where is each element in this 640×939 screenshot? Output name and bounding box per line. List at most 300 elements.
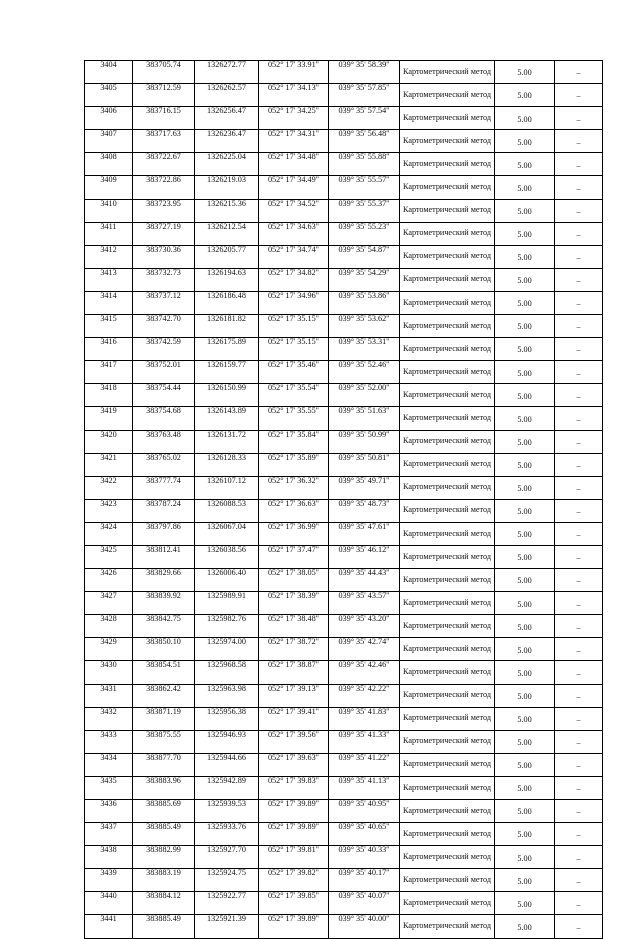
table-row bbox=[85, 453, 603, 476]
coordinates-table-container bbox=[84, 60, 602, 939]
method-cell: Картометрический метод bbox=[400, 915, 495, 938]
x-coordinate-cell: 383742.59 bbox=[133, 338, 195, 361]
x-coordinate-cell: 383716.15 bbox=[133, 107, 195, 130]
table-row bbox=[85, 361, 603, 384]
method-cell: Картометрический метод bbox=[400, 176, 495, 199]
description-cell: – bbox=[555, 569, 603, 592]
latitude-cell: 052° 17' 39.81" bbox=[259, 846, 329, 869]
longitude-cell: 039° 35' 48.73" bbox=[329, 499, 400, 522]
table-row bbox=[85, 199, 603, 222]
y-coordinate-cell: 1325968.58 bbox=[195, 661, 259, 684]
description-cell: – bbox=[555, 707, 603, 730]
method-cell: Картометрический метод bbox=[400, 61, 495, 84]
latitude-cell: 052° 17' 33.91" bbox=[259, 61, 329, 84]
point-number-cell: 3432 bbox=[85, 707, 133, 730]
method-cell: Картометрический метод bbox=[400, 592, 495, 615]
y-coordinate-cell: 1326088.53 bbox=[195, 499, 259, 522]
accuracy-cell: 5.00 bbox=[495, 476, 555, 499]
description-cell: – bbox=[555, 499, 603, 522]
latitude-cell: 052° 17' 39.89" bbox=[259, 800, 329, 823]
accuracy-cell: 5.00 bbox=[495, 545, 555, 568]
method-cell: Картометрический метод bbox=[400, 245, 495, 268]
table-row bbox=[85, 268, 603, 291]
description-cell: – bbox=[555, 430, 603, 453]
x-coordinate-cell: 383752.01 bbox=[133, 361, 195, 384]
table-row bbox=[85, 776, 603, 799]
y-coordinate-cell: 1326107.12 bbox=[195, 476, 259, 499]
accuracy-cell: 5.00 bbox=[495, 776, 555, 799]
x-coordinate-cell: 383777.74 bbox=[133, 476, 195, 499]
longitude-cell: 039° 35' 57.54" bbox=[329, 107, 400, 130]
accuracy-cell: 5.00 bbox=[495, 569, 555, 592]
description-cell: – bbox=[555, 245, 603, 268]
point-number-cell: 3408 bbox=[85, 153, 133, 176]
method-cell: Картометрический метод bbox=[400, 569, 495, 592]
description-cell: – bbox=[555, 776, 603, 799]
longitude-cell: 039° 35' 49.71" bbox=[329, 476, 400, 499]
latitude-cell: 052° 17' 36.99" bbox=[259, 522, 329, 545]
description-cell: – bbox=[555, 407, 603, 430]
table-row bbox=[85, 245, 603, 268]
description-cell: – bbox=[555, 892, 603, 915]
method-cell: Картометрический метод bbox=[400, 499, 495, 522]
longitude-cell: 039° 35' 40.33" bbox=[329, 846, 400, 869]
method-cell: Картометрический метод bbox=[400, 800, 495, 823]
description-cell: – bbox=[555, 800, 603, 823]
table-row bbox=[85, 222, 603, 245]
y-coordinate-cell: 1326067.04 bbox=[195, 522, 259, 545]
longitude-cell: 039° 35' 55.88" bbox=[329, 153, 400, 176]
method-cell: Картометрический метод bbox=[400, 199, 495, 222]
point-number-cell: 3428 bbox=[85, 615, 133, 638]
method-cell: Картометрический метод bbox=[400, 661, 495, 684]
method-cell: Картометрический метод bbox=[400, 615, 495, 638]
latitude-cell: 052° 17' 35.84" bbox=[259, 430, 329, 453]
description-cell: – bbox=[555, 846, 603, 869]
table-row bbox=[85, 707, 603, 730]
latitude-cell: 052° 17' 34.48" bbox=[259, 153, 329, 176]
x-coordinate-cell: 383717.63 bbox=[133, 130, 195, 153]
point-number-cell: 3406 bbox=[85, 107, 133, 130]
accuracy-cell: 5.00 bbox=[495, 661, 555, 684]
description-cell: – bbox=[555, 476, 603, 499]
accuracy-cell: 5.00 bbox=[495, 638, 555, 661]
point-number-cell: 3429 bbox=[85, 638, 133, 661]
y-coordinate-cell: 1326128.33 bbox=[195, 453, 259, 476]
longitude-cell: 039° 35' 53.62" bbox=[329, 315, 400, 338]
y-coordinate-cell: 1326256.47 bbox=[195, 107, 259, 130]
table-row bbox=[85, 430, 603, 453]
longitude-cell: 039° 35' 41.22" bbox=[329, 753, 400, 776]
point-number-cell: 3417 bbox=[85, 361, 133, 384]
method-cell: Картометрический метод bbox=[400, 407, 495, 430]
method-cell: Картометрический метод bbox=[400, 338, 495, 361]
method-cell: Картометрический метод bbox=[400, 707, 495, 730]
accuracy-cell: 5.00 bbox=[495, 522, 555, 545]
latitude-cell: 052° 17' 34.96" bbox=[259, 291, 329, 314]
latitude-cell: 052° 17' 39.82" bbox=[259, 869, 329, 892]
point-number-cell: 3431 bbox=[85, 684, 133, 707]
table-row bbox=[85, 291, 603, 314]
latitude-cell: 052° 17' 34.63" bbox=[259, 222, 329, 245]
table-row bbox=[85, 338, 603, 361]
accuracy-cell: 5.00 bbox=[495, 823, 555, 846]
table-row bbox=[85, 61, 603, 84]
x-coordinate-cell: 383839.92 bbox=[133, 592, 195, 615]
description-cell: – bbox=[555, 291, 603, 314]
description-cell: – bbox=[555, 522, 603, 545]
description-cell: – bbox=[555, 176, 603, 199]
y-coordinate-cell: 1325921.39 bbox=[195, 915, 259, 938]
latitude-cell: 052° 17' 35.54" bbox=[259, 384, 329, 407]
x-coordinate-cell: 383842.75 bbox=[133, 615, 195, 638]
description-cell: – bbox=[555, 199, 603, 222]
latitude-cell: 052° 17' 39.63" bbox=[259, 753, 329, 776]
y-coordinate-cell: 1326205.77 bbox=[195, 245, 259, 268]
method-cell: Картометрический метод bbox=[400, 84, 495, 107]
latitude-cell: 052° 17' 34.49" bbox=[259, 176, 329, 199]
description-cell: – bbox=[555, 545, 603, 568]
description-cell: – bbox=[555, 222, 603, 245]
latitude-cell: 052° 17' 39.13" bbox=[259, 684, 329, 707]
y-coordinate-cell: 1326038.56 bbox=[195, 545, 259, 568]
table-row bbox=[85, 823, 603, 846]
x-coordinate-cell: 383705.74 bbox=[133, 61, 195, 84]
y-coordinate-cell: 1325974.00 bbox=[195, 638, 259, 661]
x-coordinate-cell: 383877.70 bbox=[133, 753, 195, 776]
latitude-cell: 052° 17' 39.89" bbox=[259, 915, 329, 938]
table-row bbox=[85, 84, 603, 107]
table-row bbox=[85, 407, 603, 430]
y-coordinate-cell: 1325956.38 bbox=[195, 707, 259, 730]
x-coordinate-cell: 383850.10 bbox=[133, 638, 195, 661]
accuracy-cell: 5.00 bbox=[495, 615, 555, 638]
y-coordinate-cell: 1326186.48 bbox=[195, 291, 259, 314]
x-coordinate-cell: 383871.19 bbox=[133, 707, 195, 730]
y-coordinate-cell: 1326212.54 bbox=[195, 222, 259, 245]
x-coordinate-cell: 383722.86 bbox=[133, 176, 195, 199]
accuracy-cell: 5.00 bbox=[495, 684, 555, 707]
point-number-cell: 3421 bbox=[85, 453, 133, 476]
description-cell: – bbox=[555, 130, 603, 153]
longitude-cell: 039° 35' 43.57" bbox=[329, 592, 400, 615]
accuracy-cell: 5.00 bbox=[495, 176, 555, 199]
latitude-cell: 052° 17' 35.15" bbox=[259, 338, 329, 361]
y-coordinate-cell: 1325982.76 bbox=[195, 615, 259, 638]
longitude-cell: 039° 35' 41.83" bbox=[329, 707, 400, 730]
longitude-cell: 039° 35' 55.57" bbox=[329, 176, 400, 199]
latitude-cell: 052° 17' 38.87" bbox=[259, 661, 329, 684]
y-coordinate-cell: 1326225.04 bbox=[195, 153, 259, 176]
longitude-cell: 039° 35' 40.00" bbox=[329, 915, 400, 938]
point-number-cell: 3411 bbox=[85, 222, 133, 245]
accuracy-cell: 5.00 bbox=[495, 592, 555, 615]
y-coordinate-cell: 1325939.53 bbox=[195, 800, 259, 823]
description-cell: – bbox=[555, 361, 603, 384]
latitude-cell: 052° 17' 35.89" bbox=[259, 453, 329, 476]
latitude-cell: 052° 17' 35.55" bbox=[259, 407, 329, 430]
description-cell: – bbox=[555, 730, 603, 753]
x-coordinate-cell: 383882.99 bbox=[133, 846, 195, 869]
description-cell: – bbox=[555, 453, 603, 476]
longitude-cell: 039° 35' 54.29" bbox=[329, 268, 400, 291]
accuracy-cell: 5.00 bbox=[495, 338, 555, 361]
x-coordinate-cell: 383829.66 bbox=[133, 569, 195, 592]
x-coordinate-cell: 383754.68 bbox=[133, 407, 195, 430]
latitude-cell: 052° 17' 36.63" bbox=[259, 499, 329, 522]
longitude-cell: 039° 35' 50.99" bbox=[329, 430, 400, 453]
point-number-cell: 3412 bbox=[85, 245, 133, 268]
longitude-cell: 039° 35' 57.85" bbox=[329, 84, 400, 107]
point-number-cell: 3407 bbox=[85, 130, 133, 153]
description-cell: – bbox=[555, 915, 603, 938]
longitude-cell: 039° 35' 41.33" bbox=[329, 730, 400, 753]
table-row bbox=[85, 384, 603, 407]
description-cell: – bbox=[555, 638, 603, 661]
description-cell: – bbox=[555, 684, 603, 707]
method-cell: Картометрический метод bbox=[400, 753, 495, 776]
latitude-cell: 052° 17' 39.56" bbox=[259, 730, 329, 753]
point-number-cell: 3414 bbox=[85, 291, 133, 314]
latitude-cell: 052° 17' 38.05" bbox=[259, 569, 329, 592]
x-coordinate-cell: 383742.70 bbox=[133, 315, 195, 338]
x-coordinate-cell: 383732.73 bbox=[133, 268, 195, 291]
y-coordinate-cell: 1326175.89 bbox=[195, 338, 259, 361]
longitude-cell: 039° 35' 42.22" bbox=[329, 684, 400, 707]
latitude-cell: 052° 17' 35.46" bbox=[259, 361, 329, 384]
point-number-cell: 3438 bbox=[85, 846, 133, 869]
description-cell: – bbox=[555, 153, 603, 176]
longitude-cell: 039° 35' 58.39" bbox=[329, 61, 400, 84]
x-coordinate-cell: 383885.49 bbox=[133, 915, 195, 938]
accuracy-cell: 5.00 bbox=[495, 361, 555, 384]
longitude-cell: 039° 35' 47.61" bbox=[329, 522, 400, 545]
method-cell: Картометрический метод bbox=[400, 892, 495, 915]
point-number-cell: 3422 bbox=[85, 476, 133, 499]
x-coordinate-cell: 383730.36 bbox=[133, 245, 195, 268]
latitude-cell: 052° 17' 34.13" bbox=[259, 84, 329, 107]
accuracy-cell: 5.00 bbox=[495, 707, 555, 730]
accuracy-cell: 5.00 bbox=[495, 291, 555, 314]
longitude-cell: 039° 35' 43.20" bbox=[329, 615, 400, 638]
x-coordinate-cell: 383754.44 bbox=[133, 384, 195, 407]
point-number-cell: 3436 bbox=[85, 800, 133, 823]
latitude-cell: 052° 17' 39.89" bbox=[259, 823, 329, 846]
latitude-cell: 052° 17' 38.48" bbox=[259, 615, 329, 638]
accuracy-cell: 5.00 bbox=[495, 915, 555, 938]
table-row bbox=[85, 476, 603, 499]
description-cell: – bbox=[555, 869, 603, 892]
longitude-cell: 039° 35' 40.07" bbox=[329, 892, 400, 915]
x-coordinate-cell: 383763.48 bbox=[133, 430, 195, 453]
table-row bbox=[85, 592, 603, 615]
y-coordinate-cell: 1326150.99 bbox=[195, 384, 259, 407]
table-row bbox=[85, 153, 603, 176]
accuracy-cell: 5.00 bbox=[495, 315, 555, 338]
accuracy-cell: 5.00 bbox=[495, 499, 555, 522]
x-coordinate-cell: 383723.95 bbox=[133, 199, 195, 222]
accuracy-cell: 5.00 bbox=[495, 869, 555, 892]
x-coordinate-cell: 383765.02 bbox=[133, 453, 195, 476]
point-number-cell: 3424 bbox=[85, 522, 133, 545]
y-coordinate-cell: 1325933.76 bbox=[195, 823, 259, 846]
accuracy-cell: 5.00 bbox=[495, 199, 555, 222]
accuracy-cell: 5.00 bbox=[495, 222, 555, 245]
accuracy-cell: 5.00 bbox=[495, 268, 555, 291]
longitude-cell: 039° 35' 55.23" bbox=[329, 222, 400, 245]
table-row bbox=[85, 107, 603, 130]
point-number-cell: 3416 bbox=[85, 338, 133, 361]
method-cell: Картометрический метод bbox=[400, 730, 495, 753]
x-coordinate-cell: 383722.67 bbox=[133, 153, 195, 176]
table-row bbox=[85, 800, 603, 823]
longitude-cell: 039° 35' 44.43" bbox=[329, 569, 400, 592]
method-cell: Картометрический метод bbox=[400, 846, 495, 869]
y-coordinate-cell: 1326215.36 bbox=[195, 199, 259, 222]
y-coordinate-cell: 1326236.47 bbox=[195, 130, 259, 153]
latitude-cell: 052° 17' 39.41" bbox=[259, 707, 329, 730]
accuracy-cell: 5.00 bbox=[495, 384, 555, 407]
accuracy-cell: 5.00 bbox=[495, 107, 555, 130]
x-coordinate-cell: 383885.69 bbox=[133, 800, 195, 823]
point-number-cell: 3441 bbox=[85, 915, 133, 938]
method-cell: Картометрический метод bbox=[400, 684, 495, 707]
accuracy-cell: 5.00 bbox=[495, 430, 555, 453]
x-coordinate-cell: 383854.51 bbox=[133, 661, 195, 684]
table-row bbox=[85, 130, 603, 153]
y-coordinate-cell: 1326131.72 bbox=[195, 430, 259, 453]
description-cell: – bbox=[555, 592, 603, 615]
y-coordinate-cell: 1325927.70 bbox=[195, 846, 259, 869]
x-coordinate-cell: 383727.19 bbox=[133, 222, 195, 245]
table-row bbox=[85, 892, 603, 915]
table-row bbox=[85, 569, 603, 592]
method-cell: Картометрический метод bbox=[400, 453, 495, 476]
accuracy-cell: 5.00 bbox=[495, 730, 555, 753]
y-coordinate-cell: 1326006.40 bbox=[195, 569, 259, 592]
table-row bbox=[85, 522, 603, 545]
table-row bbox=[85, 730, 603, 753]
point-number-cell: 3435 bbox=[85, 776, 133, 799]
method-cell: Картометрический метод bbox=[400, 869, 495, 892]
method-cell: Картометрический метод bbox=[400, 384, 495, 407]
longitude-cell: 039° 35' 40.17" bbox=[329, 869, 400, 892]
latitude-cell: 052° 17' 38.39" bbox=[259, 592, 329, 615]
description-cell: – bbox=[555, 615, 603, 638]
latitude-cell: 052° 17' 34.25" bbox=[259, 107, 329, 130]
y-coordinate-cell: 1326194.63 bbox=[195, 268, 259, 291]
method-cell: Картометрический метод bbox=[400, 130, 495, 153]
point-number-cell: 3427 bbox=[85, 592, 133, 615]
latitude-cell: 052° 17' 34.74" bbox=[259, 245, 329, 268]
point-number-cell: 3415 bbox=[85, 315, 133, 338]
x-coordinate-cell: 383885.49 bbox=[133, 823, 195, 846]
y-coordinate-cell: 1326159.77 bbox=[195, 361, 259, 384]
table-row bbox=[85, 661, 603, 684]
longitude-cell: 039° 35' 53.31" bbox=[329, 338, 400, 361]
accuracy-cell: 5.00 bbox=[495, 846, 555, 869]
latitude-cell: 052° 17' 34.82" bbox=[259, 268, 329, 291]
y-coordinate-cell: 1326219.03 bbox=[195, 176, 259, 199]
point-number-cell: 3420 bbox=[85, 430, 133, 453]
accuracy-cell: 5.00 bbox=[495, 453, 555, 476]
longitude-cell: 039° 35' 56.48" bbox=[329, 130, 400, 153]
method-cell: Картометрический метод bbox=[400, 476, 495, 499]
method-cell: Картометрический метод bbox=[400, 776, 495, 799]
x-coordinate-cell: 383797.86 bbox=[133, 522, 195, 545]
accuracy-cell: 5.00 bbox=[495, 84, 555, 107]
table-row bbox=[85, 499, 603, 522]
description-cell: – bbox=[555, 753, 603, 776]
longitude-cell: 039° 35' 52.46" bbox=[329, 361, 400, 384]
description-cell: – bbox=[555, 268, 603, 291]
accuracy-cell: 5.00 bbox=[495, 753, 555, 776]
method-cell: Картометрический метод bbox=[400, 430, 495, 453]
point-number-cell: 3419 bbox=[85, 407, 133, 430]
x-coordinate-cell: 383862.42 bbox=[133, 684, 195, 707]
method-cell: Картометрический метод bbox=[400, 107, 495, 130]
latitude-cell: 052° 17' 36.32" bbox=[259, 476, 329, 499]
longitude-cell: 039° 35' 51.63" bbox=[329, 407, 400, 430]
point-number-cell: 3434 bbox=[85, 753, 133, 776]
y-coordinate-cell: 1326143.89 bbox=[195, 407, 259, 430]
table-row bbox=[85, 545, 603, 568]
method-cell: Картометрический метод bbox=[400, 291, 495, 314]
description-cell: – bbox=[555, 384, 603, 407]
method-cell: Картометрический метод bbox=[400, 222, 495, 245]
latitude-cell: 052° 17' 38.72" bbox=[259, 638, 329, 661]
table-row bbox=[85, 869, 603, 892]
longitude-cell: 039° 35' 52.00" bbox=[329, 384, 400, 407]
y-coordinate-cell: 1325942.89 bbox=[195, 776, 259, 799]
y-coordinate-cell: 1325946.93 bbox=[195, 730, 259, 753]
description-cell: – bbox=[555, 107, 603, 130]
point-number-cell: 3439 bbox=[85, 869, 133, 892]
longitude-cell: 039° 35' 54.87" bbox=[329, 245, 400, 268]
table-row bbox=[85, 176, 603, 199]
y-coordinate-cell: 1325944.66 bbox=[195, 753, 259, 776]
y-coordinate-cell: 1326181.82 bbox=[195, 315, 259, 338]
coordinates-table bbox=[84, 60, 603, 939]
longitude-cell: 039° 35' 46.12" bbox=[329, 545, 400, 568]
point-number-cell: 3437 bbox=[85, 823, 133, 846]
accuracy-cell: 5.00 bbox=[495, 130, 555, 153]
table-row bbox=[85, 638, 603, 661]
point-number-cell: 3404 bbox=[85, 61, 133, 84]
longitude-cell: 039° 35' 42.46" bbox=[329, 661, 400, 684]
longitude-cell: 039° 35' 50.81" bbox=[329, 453, 400, 476]
method-cell: Картометрический метод bbox=[400, 153, 495, 176]
accuracy-cell: 5.00 bbox=[495, 153, 555, 176]
x-coordinate-cell: 383883.96 bbox=[133, 776, 195, 799]
method-cell: Картометрический метод bbox=[400, 823, 495, 846]
accuracy-cell: 5.00 bbox=[495, 800, 555, 823]
latitude-cell: 052° 17' 34.52" bbox=[259, 199, 329, 222]
x-coordinate-cell: 383812.41 bbox=[133, 545, 195, 568]
accuracy-cell: 5.00 bbox=[495, 61, 555, 84]
point-number-cell: 3410 bbox=[85, 199, 133, 222]
longitude-cell: 039° 35' 41.13" bbox=[329, 776, 400, 799]
table-row bbox=[85, 684, 603, 707]
method-cell: Картометрический метод bbox=[400, 522, 495, 545]
description-cell: – bbox=[555, 661, 603, 684]
latitude-cell: 052° 17' 34.31" bbox=[259, 130, 329, 153]
longitude-cell: 039° 35' 53.86" bbox=[329, 291, 400, 314]
latitude-cell: 052° 17' 35.15" bbox=[259, 315, 329, 338]
description-cell: – bbox=[555, 823, 603, 846]
longitude-cell: 039° 35' 40.95" bbox=[329, 800, 400, 823]
point-number-cell: 3425 bbox=[85, 545, 133, 568]
